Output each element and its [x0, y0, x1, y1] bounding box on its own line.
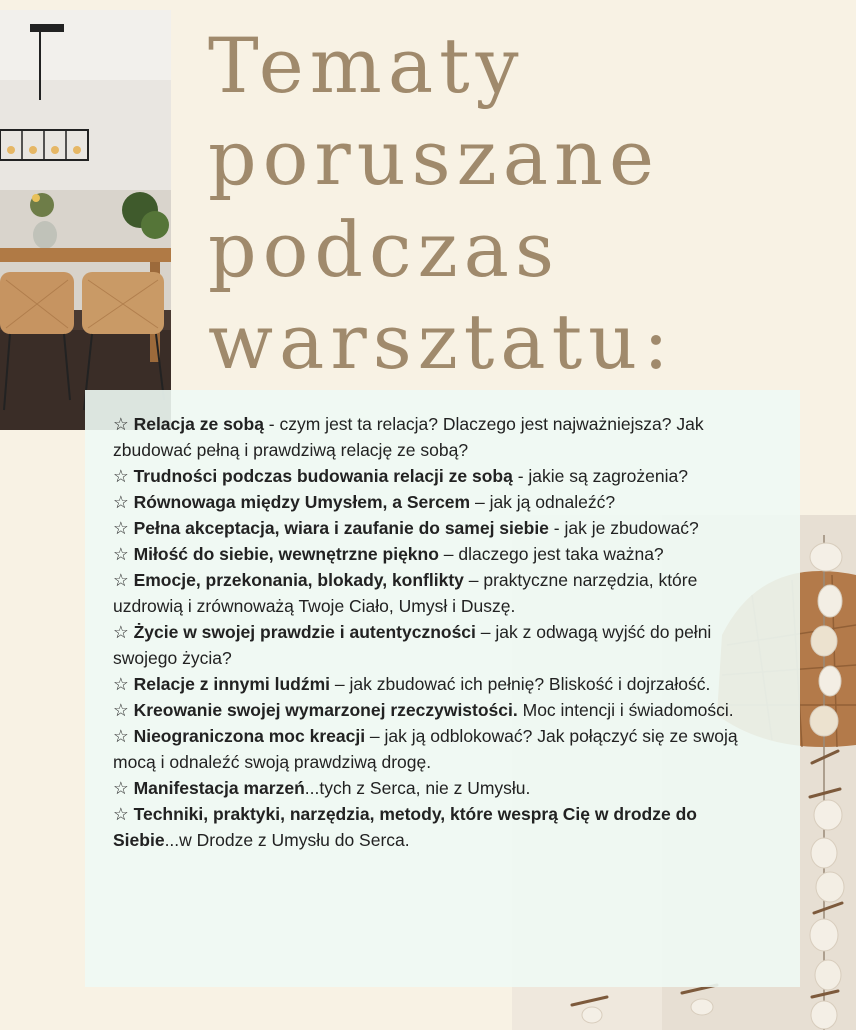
- star-icon: ☆: [113, 466, 129, 486]
- star-icon: ☆: [113, 700, 129, 720]
- topic-item: [113, 801, 763, 853]
- topic-title: Miłość do siebie, wewnętrzne piękno: [133, 544, 439, 564]
- star-icon: ☆: [113, 804, 129, 824]
- star-icon: ☆: [113, 570, 129, 590]
- topic-title: Życie w swojej prawdzie i autentyczności: [133, 622, 476, 642]
- page-title: [208, 20, 768, 388]
- topic-item: [113, 671, 763, 697]
- topic-description: ...tych z Serca, nie z Umysłu.: [304, 778, 531, 798]
- topic-description: - czym jest ta relacja? Dlaczego jest najważniejsza? Jak zbudować pełną i prawdziwą relację ze sobą?: [113, 414, 704, 460]
- topic-description: Moc intencji i świadomości.: [517, 700, 734, 720]
- topic-description: – dlaczego jest taka ważna?: [438, 544, 664, 564]
- topic-title: Nieograniczona moc kreacji: [133, 726, 366, 746]
- title-line-1: Tematy: [208, 21, 525, 110]
- topic-item: [113, 723, 763, 775]
- title-line-4: warsztatu:: [208, 297, 675, 386]
- topic-title: Relacje z innymi ludźmi: [133, 674, 331, 694]
- topic-description: – praktyczne narzędzia, które uzdrowią i zrównoważą Twoje Ciało, Umysł i Duszę.: [113, 570, 698, 616]
- topic-item: [113, 775, 763, 801]
- topic-title: Pełna akceptacja, wiara i zaufanie do samej siebie: [133, 518, 549, 538]
- dining-room-illustration: [0, 10, 171, 430]
- topic-description: ...w Drodze z Umysłu do Serca.: [164, 830, 410, 850]
- topic-description: – jak zbudować ich pełnię? Bliskość i dojrzałość.: [330, 674, 711, 694]
- topic-description: – jak ją odnaleźć?: [470, 492, 616, 512]
- topic-title: Trudności podczas budowania relacji ze sobą: [133, 466, 513, 486]
- topic-title: Równowaga między Umysłem, a Sercem: [133, 492, 471, 512]
- topic-title: Emocje, przekonania, blokady, konflikty: [133, 570, 464, 590]
- topic-item: [113, 697, 763, 723]
- star-icon: ☆: [113, 518, 129, 538]
- topic-description: – jak ją odblokować? Jak połączyć się ze swoją mocą i odnaleźć swoją prawdziwą drogę.: [113, 726, 738, 772]
- star-icon: ☆: [113, 674, 129, 694]
- star-icon: ☆: [113, 414, 129, 434]
- topic-description: - jak je zbudować?: [548, 518, 699, 538]
- topic-item: [113, 463, 763, 489]
- star-icon: ☆: [113, 544, 129, 564]
- topic-description: - jakie są zagrożenia?: [512, 466, 688, 486]
- title-line-2: poruszane: [208, 113, 660, 202]
- topic-item: [113, 567, 763, 619]
- star-icon: ☆: [113, 726, 129, 746]
- star-icon: ☆: [113, 492, 129, 512]
- topic-item: [113, 515, 763, 541]
- star-icon: ☆: [113, 778, 129, 798]
- topic-description: – jak z odwagą wyjść do pełni swojego życia?: [113, 622, 712, 668]
- star-icon: ☆: [113, 622, 129, 642]
- topic-item: [113, 411, 763, 463]
- topic-title: Manifestacja marzeń: [133, 778, 305, 798]
- title-line-3: podczas: [208, 205, 560, 294]
- topics-list: [113, 411, 763, 853]
- topic-title: Relacja ze sobą: [133, 414, 264, 434]
- topic-title: Kreowanie swojej wymarzonej rzeczywistości.: [133, 700, 518, 720]
- topic-item: [113, 541, 763, 567]
- topic-title: Techniki, praktyki, narzędzia, metody, które wesprą Cię w drodze do Siebie: [113, 804, 697, 850]
- topic-item: [113, 489, 763, 515]
- dining-room-photo: [0, 10, 171, 430]
- topic-item: [113, 619, 763, 671]
